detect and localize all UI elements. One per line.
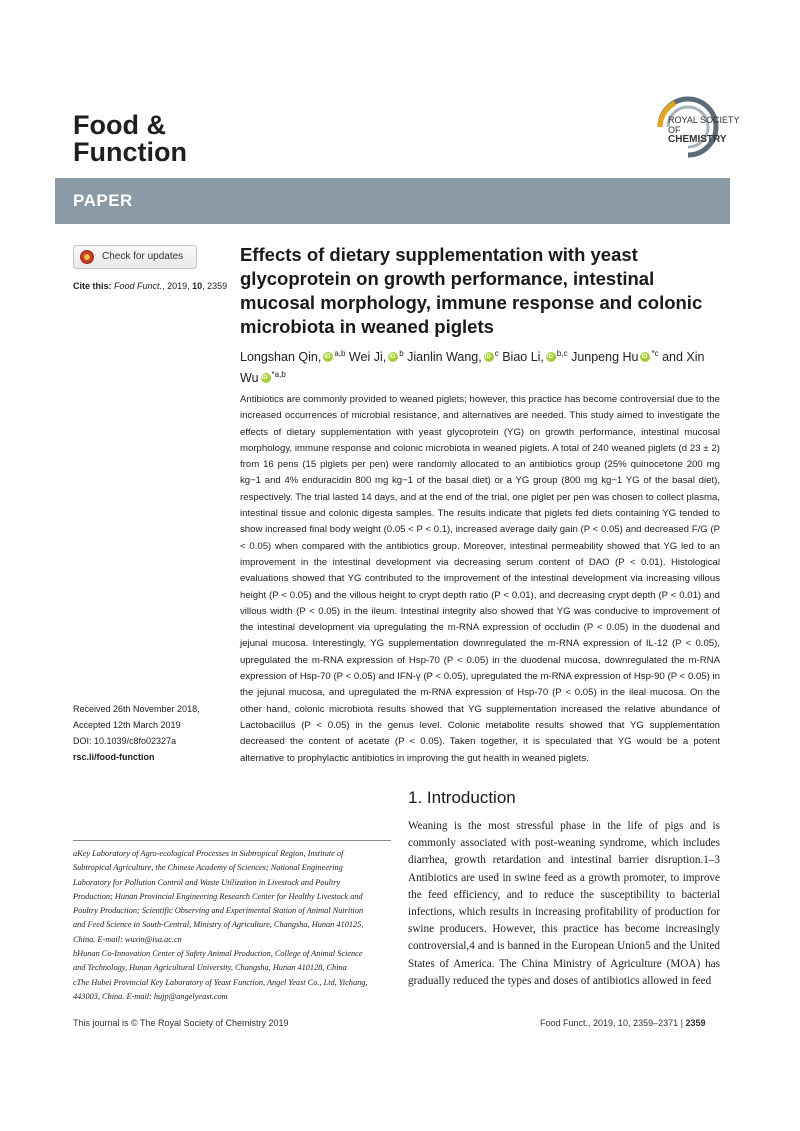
orcid-icon[interactable] <box>484 352 494 362</box>
page-number: 2359 <box>685 1018 706 1028</box>
check-for-updates-button[interactable] <box>73 245 197 269</box>
orcid-icon[interactable] <box>261 373 271 383</box>
author-name: and Xin Wu <box>240 350 705 385</box>
article-type-bar <box>55 178 730 224</box>
author-name: Biao Li, <box>502 350 544 364</box>
footer-copyright: This journal is © The Royal Society of Chemistry 2019 <box>73 1018 289 1028</box>
author-list <box>240 345 720 387</box>
section-body: Weaning is the most stressful phase in the life of pigs and is commonly associated with post-weaning syndrome, which includes diarrhea, growth retardation and intestinal barrier disruption.1–3 Antibiotics are used in swine feed as a growth promoter, to improve the feed efficiency, and to reduce the susceptibility to bacterial infections, which results in increasing profitability of production for swine producers. However, this practice has become increasingly controversial,4 and is banned in the European Union5 and the United States of America. The China Ministry of Agriculture (MOA) has gradually reduced the types and doses of antibiotics allowed in feed <box>408 820 720 987</box>
abstract: Antibiotics are commonly provided to weaned piglets; however, this practice has become controversial due to the increased occurrences of microbial resistance, and alternatives are needed. This study aimed to investigate the effects of dietary supplementation with yeast glycoprotein (YG) on growth performance, intestinal mucosal morphology, immune response and colonic microbiota in weaned piglets. A total of 240 weaned piglets (d 23 ± 2) from 16 pens (15 piglets per pen) were randomly allocated to an antibiotics group (25% quinocetone 200 mg kg−1 and 4% enduracidin 800 mg kg−1 of the basal diet) or a YG group (800 mg kg−1 YG of the basal diet), respectively. The trial lasted 14 days, and at the end of the trial, one piglet per pen was chosen to collect plasma, intestinal tissue and colonic digesta samples. The results indicate that piglets fed diets containing YG tended to show increased final body weight (0.05 < P < 0.1), increased average daily gain (P < 0.05) and decreased F/G (P < 0.05) when compared with the antibiotics group. Moreover, intestinal permeability showed that YG led to an improvement in the intestinal development via decreasing serum content of DAO (P < 0.01). Histological evaluations showed that YG contributed to the improvement of the intestinal development via increasing villous height (P < 0.05) and the villous height to crypt depth ratio (P < 0.01), and decreasing crypt depth (P < 0.01) and villous width (P < 0.05) in the ileum. Intestinal integrity also showed that YG was conducive to improvement of the intestinal development via upregulating the m-RNA expression of occludin (P < 0.05) in the duodenal and jejunal mucosa. Interestingly, YG supplementation downregulated the m-RNA expression of IL-12 (P < 0.05), upregulated the m-RNA expression of Hsp-70 (P < 0.05) in the duodenal mucosa, downregulated the m-RNA expression of Hsp-70 (P < 0.05) and IFN-γ (P < 0.05), upregulated the m-RNA expression of Hsp-90 (P < 0.05) in the jejunal mucosa, and upregulated the m-RNA expression of Hsp-70 (P < 0.05) in the ileal mucosa. On the other hand, colonic microbiota results showed that YG supplementation increased the relative abundance of Lactobacillus (P < 0.05) in the genus level. Colonic metabolite results showed that YG supplementation decreased the content of acetate (P < 0.05). Taken together, it is speculated that YG would be a potent alternative to prophylactic antibiotics in improving the gut health in weaned piglets. <box>240 394 720 764</box>
article-history <box>73 701 200 765</box>
author-name: Wei Ji, <box>348 350 387 364</box>
author-affiliation: c <box>494 349 499 358</box>
article-title: Effects of dietary supplementation with yeast glycoprotein on growth performance, intestinal mucosal morphology, immune response and colonic microbiota in weaned piglets <box>240 244 703 337</box>
received-date: Received 26th November 2018, <box>73 704 200 714</box>
orcid-icon[interactable] <box>546 352 556 362</box>
cite-prefix: Cite this: <box>73 281 112 291</box>
cite-journal: Food Funct. <box>114 281 163 291</box>
orcid-icon[interactable] <box>640 352 650 362</box>
footer-citation <box>540 1018 706 1028</box>
footnote: bHunan Co-Innovation Center of Safety Animal Production, College of Animal Science and Technology, Hunan Agricultural University, Changsha, Hunan 410128, China <box>73 949 363 973</box>
author-name: Junpeng Hu <box>571 350 639 364</box>
author-name: Longshan Qin, <box>240 350 322 364</box>
check-for-updates-label: Check for updates <box>102 251 184 262</box>
affiliation-footnotes <box>73 847 373 1004</box>
crossmark-icon <box>80 250 94 264</box>
orcid-icon[interactable] <box>323 352 333 362</box>
publisher-line2: OF <box>668 125 681 135</box>
footnote-divider <box>73 840 391 841</box>
footnote: aKey Laboratory of Agro-ecological Processes in Subtropical Region, Institute of Subtropical Agriculture, the Chinese Academy of Sciences; National Engineering Laboratory for Pollution Control and Waste Utilization in Livestock and Poultry Production; Hunan Provincial Engineering Research Center for Healthy Livestock and Poultry Production; Scientific Observing and Experimental Station of Animal Nutrition and Feed Science in South-Central, Ministry of Agriculture, Changsha, Hunan 410125, China. E-mail: wuxin@isa.ac.cn <box>73 849 364 944</box>
publisher-name <box>668 115 740 145</box>
cite-volume: 10 <box>192 281 203 291</box>
publisher-line1: ROYAL SOCIETY <box>668 115 740 125</box>
journal-url[interactable]: rsc.li/food-function <box>73 752 155 762</box>
author-affiliation: *c <box>651 349 659 358</box>
section-heading: 1. Introduction <box>408 788 516 807</box>
citation <box>73 281 227 291</box>
doi[interactable]: DOI: 10.1039/c8fo02327a <box>73 736 177 746</box>
author-name: Jianlin Wang, <box>407 350 482 364</box>
publisher-line3: CHEMISTRY <box>668 134 727 145</box>
article-type-label: PAPER <box>73 191 133 210</box>
journal-title-line1: Food & <box>73 110 166 140</box>
footnote: cThe Hubei Provincial Key Laboratory of Yeast Function, Angel Yeast Co., Ltd, Yichang, 443003, China. E-mail: hujp@angelyeast.com <box>73 977 368 1001</box>
cite-pages: , 2359 <box>202 281 228 291</box>
accepted-date: Accepted 12th March 2019 <box>73 720 181 730</box>
journal-title <box>73 112 187 166</box>
author-affiliation: b <box>399 349 404 358</box>
journal-title-line2: Function <box>73 137 187 167</box>
author-affiliation: b,c <box>556 349 568 358</box>
orcid-icon[interactable] <box>388 352 398 362</box>
footer-reference: Food Funct., 2019, 10, 2359–2371 | <box>540 1018 683 1028</box>
author-affiliation: *a,b <box>271 370 286 379</box>
cite-year: , 2019, <box>162 281 193 291</box>
author-affiliation: a,b <box>334 349 346 358</box>
